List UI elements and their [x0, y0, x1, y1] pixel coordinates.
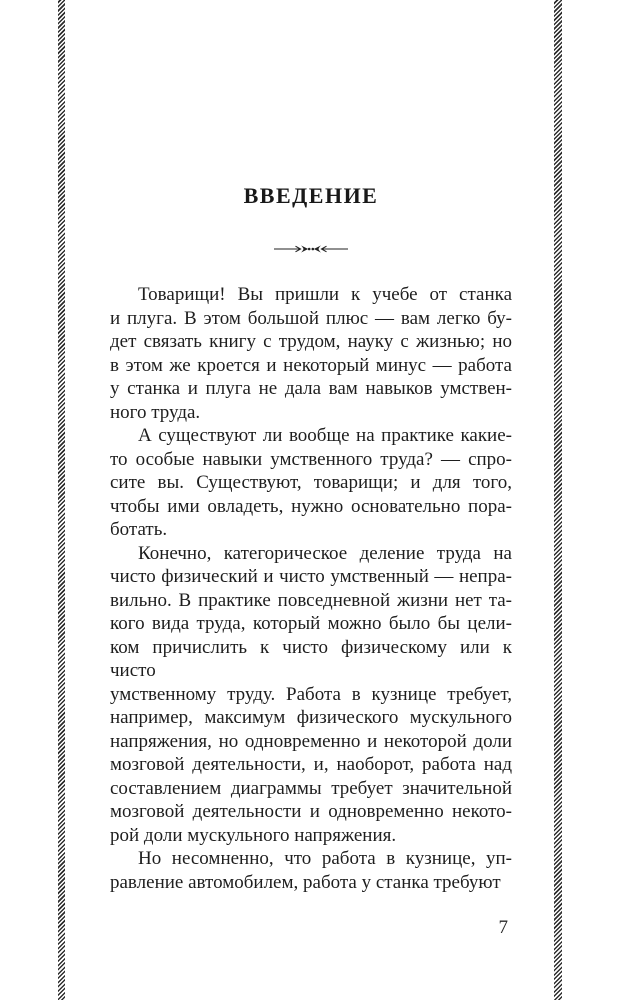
text-line: Но несомненно, что работа в кузнице, уп- — [138, 848, 512, 869]
text-line: сите вы. Существуют, товарищи; и для того, — [110, 472, 512, 493]
page-number: 7 — [498, 917, 508, 938]
text-line: и плуга. В этом большой плюс — вам легко бу- — [110, 307, 512, 329]
text-line: чисто физический и чисто умственный — непра- — [110, 566, 512, 587]
text-line: ного труда. — [110, 401, 201, 423]
chapter-title: ВВЕДЕНИЕ — [243, 183, 379, 208]
text-line: то особые навыки умственного труда? — спро- — [110, 448, 512, 470]
text-line: у станка и плуга не дала вам навыков умствен- — [110, 378, 512, 399]
text-line: равление автомобилем, работа у станка требуют — [110, 871, 501, 893]
body-text — [110, 283, 512, 894]
paragraph-4 — [110, 847, 512, 894]
text-line: дет связать книгу с трудом, науку с жизнью; но — [110, 331, 512, 352]
paragraph-2 — [110, 424, 512, 542]
divider-arrows-icon — [273, 242, 349, 256]
text-line: ком причислить к чисто физическому или к чисто — [110, 636, 512, 681]
right-border-hatch-ornament — [554, 0, 562, 1000]
text-line: Конечно, категорическое деление труда на — [138, 542, 512, 564]
text-line: Товарищи! Вы пришли к учебе от станка — [138, 284, 512, 305]
divider-ornament — [110, 242, 512, 260]
text-line: рой доли мускульного напряжения. — [110, 824, 397, 846]
paragraph-3 — [110, 542, 512, 848]
text-line: вильно. В практике повседневной жизни нет та- — [110, 589, 512, 611]
left-border-hatch-ornament — [58, 0, 65, 1000]
text-line: кого вида труда, который можно было бы цели- — [110, 613, 512, 634]
text-line: ботать. — [110, 519, 168, 540]
text-line: напряжения, но одновременно и некоторой доли — [110, 730, 512, 752]
paragraph-1 — [110, 283, 512, 424]
text-line: А существуют ли вообще на практике какие- — [138, 425, 512, 446]
text-line: в этом же кроется и некоторый минус — работа — [110, 354, 512, 376]
text-line: например, максимум физического мускульного — [110, 707, 512, 728]
text-line: чтобы ими овладеть, нужно основательно пора- — [110, 495, 512, 517]
text-line: мозговой деятельности, и, наоборот, работа над — [110, 754, 512, 775]
text-line: мозговой деятельности и одновременно некото- — [110, 801, 512, 822]
text-line: составлением диаграммы требует значительной — [110, 777, 512, 799]
text-line: умственному труду. Работа в кузнице требует, — [110, 683, 512, 705]
